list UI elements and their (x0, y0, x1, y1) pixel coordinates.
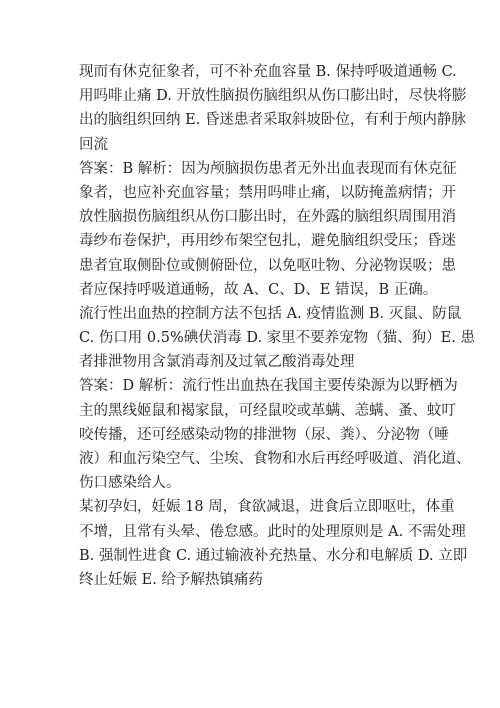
text-line: 者排泄物用含氯消毒剂及过氧乙酸消毒处理 (79, 354, 355, 371)
question-line: 流行性出血热的控制方法不包括 A. 疫情监测 B. 灭鼠、防鼠 (79, 305, 462, 322)
answer-line: 答案：B 解析：因为颅脑损伤患者无外出血表现而有休克征 (79, 160, 457, 177)
text-line: 伤口感染给人。 (79, 475, 181, 492)
text-line: 液）和血污染空气、尘埃、食物和水后再经呼吸道、消化道、 (79, 451, 471, 467)
question-line: 某初孕妇，妊娠 18 周，食欲减退，进食后立即呕吐，体重 (79, 499, 455, 516)
text-line: B. 强制性进食 C. 通过输液补充热量、水分和电解质 D. 立即 (79, 547, 468, 564)
text-line: 不增，且常有头晕、倦怠感。此时的处理原则是 A. 不需处理 (79, 523, 466, 540)
text-line: 现而有休克征象者，可不补充血容量 B. 保持呼吸道通畅 C. (79, 64, 457, 80)
answer-line: 答案：D 解析：流行性出血热在我国主要传染源为以野栖为 (79, 378, 458, 395)
text-line: 主的黑线姬鼠和褐家鼠，可经鼠咬或革螨、恙螨、蚤、蚊叮 (79, 402, 456, 419)
text-line: 象者，也应补充血容量；禁用吗啡止痛，以防掩盖病情；开 (79, 184, 456, 201)
text-line: 放性脑损伤脑组织从伤口膨出时，在外露的脑组织周围用消 (79, 209, 456, 226)
text-line: 出的脑组织回纳 E. 昏迷患者采取斜坡卧位，有利于颅内静脉 (79, 112, 466, 129)
text-line: C. 伤口用 0.5%碘伏消毒 D. 家里不要养宠物（猫、狗）E. 患 (79, 330, 475, 347)
text-line: 用吗啡止痛 D. 开放性脑损伤脑组织从伤口膨出时，尽快将膨 (79, 88, 467, 105)
text-line: 咬传播，还可经感染动物的排泄物（尿、粪）、分泌物（唾 (79, 426, 449, 443)
text-line: 回流 (79, 136, 108, 153)
text-line: 毒纱布卷保护，再用纱布架空包扎，避免脑组织受压；昏迷 (79, 233, 456, 250)
text-line: 终止妊娠 E. 给予解热镇痛药 (79, 571, 263, 588)
text-line: 者应保持呼吸道通畅，故 A、C、D、E 错误，B 正确。 (79, 281, 438, 298)
text-line: 患者宜取侧卧位或侧俯卧位，以免呕吐物、分泌物误吸；患 (79, 257, 456, 274)
